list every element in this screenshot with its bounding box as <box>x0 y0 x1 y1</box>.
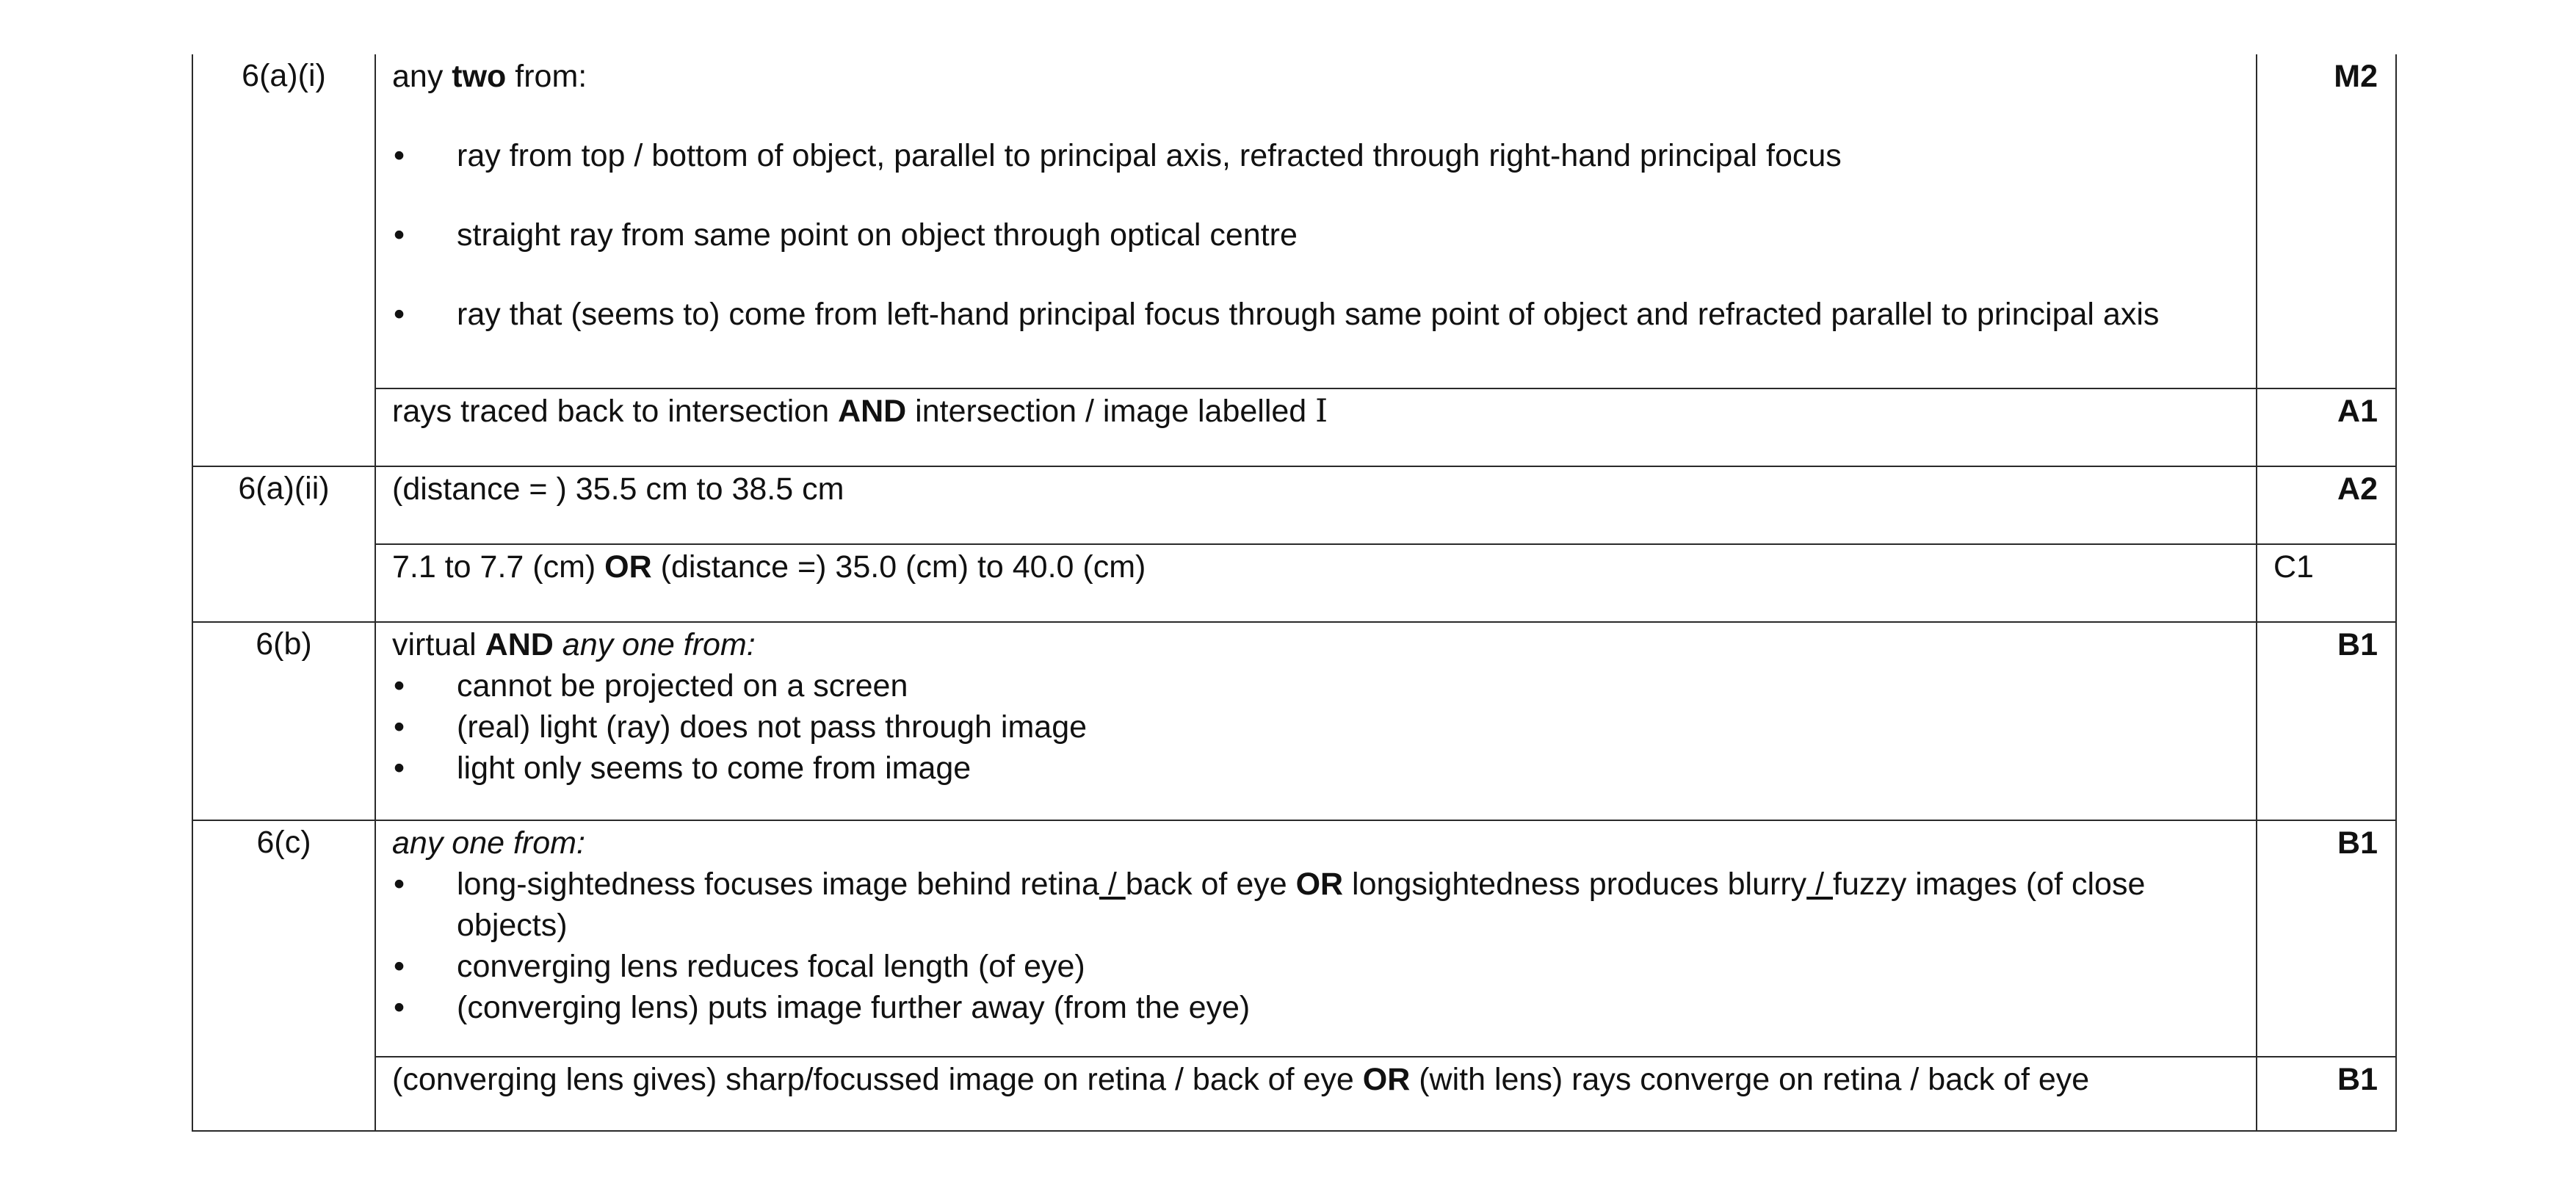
bullet-icon: • <box>394 296 405 332</box>
list-item: • (real) light (ray) does not pass through image <box>392 707 2243 748</box>
image-symbol: I <box>1315 393 1328 430</box>
answer-cell: rays traced back to intersection AND intersection / image labelled I <box>375 388 2257 466</box>
bullet-icon: • <box>394 668 405 704</box>
answer-lead: any one from: <box>392 825 585 861</box>
list-item: • converging lens reduces focal length (of eye) <box>392 947 2243 988</box>
table-row <box>192 54 2396 388</box>
mark-cell: C1 <box>2257 544 2396 622</box>
answer-cell: (distance = ) 35.5 cm to 38.5 cm <box>375 466 2257 544</box>
list-item: • ray that (seems to) come from left-hand principal focus through same point of object and refracted parallel to principal axis <box>392 294 2243 336</box>
table-row <box>192 622 2396 820</box>
answer-lead: virtual AND any one from: <box>392 627 756 662</box>
table-row <box>192 1057 2396 1131</box>
table-row <box>192 466 2396 544</box>
mark-cell: A1 <box>2257 388 2396 466</box>
answer-cell <box>375 622 2257 820</box>
question-number: 6(c) <box>192 820 375 1131</box>
bullet-icon: • <box>394 750 405 786</box>
list-item: • cannot be projected on a screen <box>392 666 2243 707</box>
bullet-icon: • <box>394 989 405 1025</box>
answer-cell <box>375 54 2257 388</box>
mark-cell: B1 <box>2257 622 2396 820</box>
mark-cell: A2 <box>2257 466 2396 544</box>
table-row <box>192 388 2396 466</box>
answer-cell <box>375 820 2257 1057</box>
list-item: • (converging lens) puts image further away (from the eye) <box>392 988 2243 1029</box>
question-number: 6(b) <box>192 622 375 820</box>
bullet-icon: • <box>394 709 405 745</box>
mark-cell: B1 <box>2257 820 2396 1057</box>
question-number: 6(a)(ii) <box>192 466 375 622</box>
bullet-icon: • <box>394 866 405 902</box>
answer-cell: (converging lens gives) sharp/focussed image on retina / back of eye OR (with lens) rays converge on retina / back of eye <box>375 1057 2257 1131</box>
list-item: • long-sightedness focuses image behind retina / back of eye OR longsightedness produces blurry / fuzzy images (of close objects) <box>392 864 2243 947</box>
answer-cell: 7.1 to 7.7 (cm) OR (distance =) 35.0 (cm) to 40.0 (cm) <box>375 544 2257 622</box>
list-item: • straight ray from same point on object through optical centre <box>392 215 2243 256</box>
answer-lead: any two from: <box>392 59 587 94</box>
mark-scheme-table <box>192 54 2397 1132</box>
bullet-icon: • <box>394 217 405 253</box>
list-item: • light only seems to come from image <box>392 748 2243 789</box>
bullet-list <box>392 666 2243 789</box>
bullet-list <box>392 136 2243 336</box>
bullet-icon: • <box>394 948 405 984</box>
bullet-icon: • <box>394 137 405 173</box>
mark-cell: B1 <box>2257 1057 2396 1131</box>
list-item: • ray from top / bottom of object, parallel to principal axis, refracted through right-hand principal focus <box>392 136 2243 177</box>
table-row <box>192 820 2396 1057</box>
question-number: 6(a)(i) <box>192 54 375 466</box>
mark-cell: M2 <box>2257 54 2396 388</box>
table-row <box>192 544 2396 622</box>
bullet-list <box>392 864 2243 1029</box>
